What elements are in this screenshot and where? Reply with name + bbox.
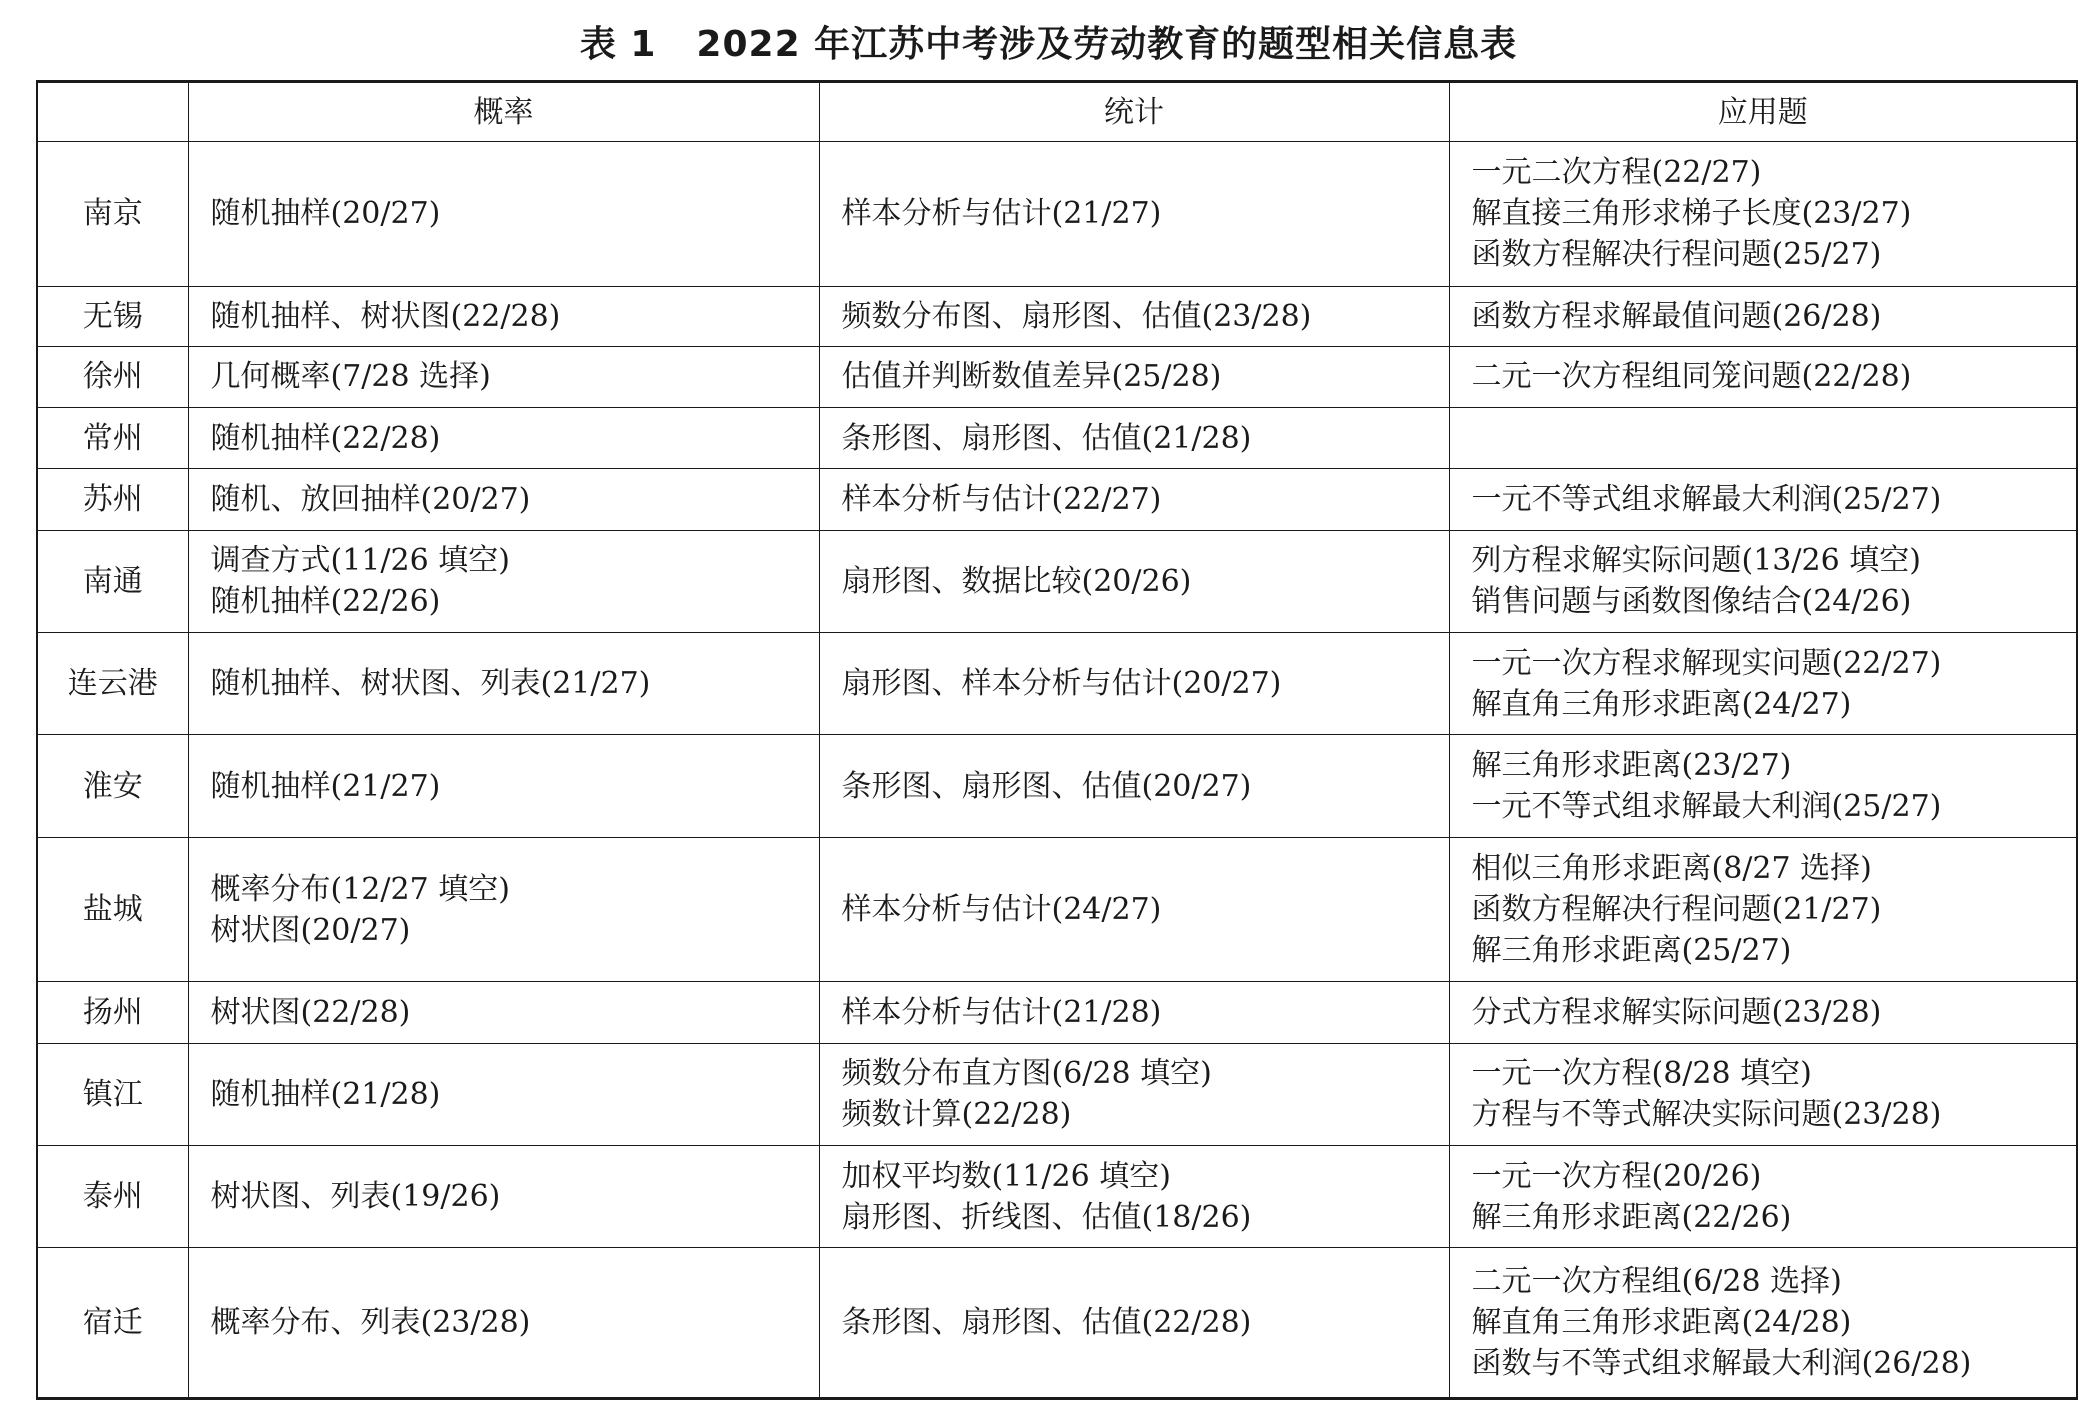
statistics-cell xyxy=(819,530,1449,632)
applied-problems-cell xyxy=(1449,1043,2077,1145)
city-cell: 泰州 xyxy=(37,1145,188,1247)
question-item: 销售问题与函数图像结合(24/26) xyxy=(1471,584,1912,620)
probability-cell xyxy=(188,286,819,346)
question-item: 树状图、列表(19/26) xyxy=(210,1179,501,1215)
question-item: 条形图、扇形图、估值(20/27) xyxy=(841,768,1252,804)
city-cell: 镇江 xyxy=(37,1043,188,1145)
table-row xyxy=(37,982,2077,1043)
question-item: 树状图(22/28) xyxy=(210,994,411,1030)
question-item: 随机抽样、树状图、列表(21/27) xyxy=(210,666,651,702)
table-row xyxy=(37,142,2077,287)
city-cell: 扬州 xyxy=(37,982,188,1043)
question-item: 一元一次方程(20/26) xyxy=(1471,1158,1762,1194)
statistics-cell xyxy=(819,142,1449,287)
table-row xyxy=(37,286,2077,346)
header-city xyxy=(37,82,188,142)
table-row xyxy=(37,530,2077,632)
header-probability: 概率 xyxy=(188,82,819,142)
question-item: 随机、放回抽样(20/27) xyxy=(210,481,531,517)
city-cell: 宿迁 xyxy=(37,1248,188,1399)
question-item: 随机抽样、树状图(22/28) xyxy=(210,298,561,334)
table-number: 表 1 xyxy=(579,24,657,65)
applied-problems-cell xyxy=(1449,735,2077,837)
header-applied-problems: 应用题 xyxy=(1449,82,2077,142)
question-item: 一元一次方程(8/28 填空) xyxy=(1471,1056,1812,1092)
statistics-cell xyxy=(819,346,1449,407)
question-item: 扇形图、数据比较(20/26) xyxy=(841,563,1192,599)
probability-cell xyxy=(188,1248,819,1399)
question-item: 解直接三角形求梯子长度(23/27) xyxy=(1471,196,1912,232)
question-item: 频数分布直方图(6/28 填空) xyxy=(841,1056,1212,1092)
applied-problems-cell xyxy=(1449,837,2077,982)
applied-problems-cell xyxy=(1449,408,2077,469)
table-row xyxy=(37,632,2077,734)
question-item: 解三角形求距离(23/27) xyxy=(1471,748,1792,784)
question-item: 解直角三角形求距离(24/27) xyxy=(1471,686,1852,722)
applied-problems-cell xyxy=(1449,1145,2077,1247)
question-item: 一元二次方程(22/27) xyxy=(1471,155,1762,191)
city-cell: 盐城 xyxy=(37,837,188,982)
probability-cell xyxy=(188,346,819,407)
question-item: 样本分析与估计(22/27) xyxy=(841,481,1162,517)
table-body xyxy=(37,142,2077,1399)
question-item: 列方程求解实际问题(13/26 填空) xyxy=(1471,543,1921,579)
question-item: 一元一次方程求解现实问题(22/27) xyxy=(1471,645,1942,681)
question-item: 加权平均数(11/26 填空) xyxy=(841,1158,1171,1194)
table-row xyxy=(37,837,2077,982)
question-item: 几何概率(7/28 选择) xyxy=(210,359,491,395)
applied-problems-cell xyxy=(1449,346,2077,407)
city-cell: 徐州 xyxy=(37,346,188,407)
question-item: 相似三角形求距离(8/27 选择) xyxy=(1471,851,1872,886)
applied-problems-cell xyxy=(1449,632,2077,734)
question-item: 频数计算(22/28) xyxy=(841,1097,1072,1133)
table-row xyxy=(37,1145,2077,1247)
question-item: 随机抽样(21/28) xyxy=(210,1076,441,1112)
question-item: 解三角形求距离(22/26) xyxy=(1471,1199,1792,1235)
statistics-cell xyxy=(819,286,1449,346)
probability-cell xyxy=(188,530,819,632)
question-item: 函数与不等式组求解最大利润(26/28) xyxy=(1471,1346,1972,1382)
question-item: 样本分析与估计(21/27) xyxy=(841,196,1162,232)
probability-cell xyxy=(188,735,819,837)
probability-cell xyxy=(188,408,819,469)
statistics-cell xyxy=(819,1043,1449,1145)
question-item: 条形图、扇形图、估值(22/28) xyxy=(841,1305,1252,1341)
question-item: 随机抽样(20/27) xyxy=(210,196,441,232)
header-row xyxy=(37,82,2077,142)
question-item: 条形图、扇形图、估值(21/28) xyxy=(841,420,1252,456)
probability-cell xyxy=(188,632,819,734)
statistics-cell xyxy=(819,837,1449,982)
question-item: 调查方式(11/26 填空) xyxy=(210,543,510,579)
question-item: 样本分析与估计(24/27) xyxy=(841,892,1162,927)
question-item: 分式方程求解实际问题(23/28) xyxy=(1471,994,1882,1030)
table-row xyxy=(37,469,2077,530)
statistics-cell xyxy=(819,982,1449,1043)
city-cell: 南通 xyxy=(37,530,188,632)
applied-problems-cell xyxy=(1449,142,2077,287)
probability-cell xyxy=(188,982,819,1043)
probability-cell xyxy=(188,469,819,530)
question-item: 树状图(20/27) xyxy=(210,912,411,948)
city-cell: 常州 xyxy=(37,408,188,469)
question-item: 随机抽样(21/27) xyxy=(210,768,441,804)
question-item: 二元一次方程组(6/28 选择) xyxy=(1471,1264,1842,1300)
question-item: 一元不等式组求解最大利润(25/27) xyxy=(1471,481,1942,517)
probability-cell xyxy=(188,1043,819,1145)
city-cell: 连云港 xyxy=(37,632,188,734)
question-item: 解三角形求距离(25/27) xyxy=(1471,933,1792,968)
statistics-cell xyxy=(819,408,1449,469)
statistics-cell xyxy=(819,735,1449,837)
question-item: 解直角三角形求距离(24/28) xyxy=(1471,1305,1852,1341)
exam-question-table xyxy=(36,80,2078,1400)
city-cell: 淮安 xyxy=(37,735,188,837)
question-item: 频数分布图、扇形图、估值(23/28) xyxy=(841,298,1312,334)
table-row xyxy=(37,408,2077,469)
probability-cell xyxy=(188,142,819,287)
question-item: 一元不等式组求解最大利润(25/27) xyxy=(1471,789,1942,825)
table-row xyxy=(37,1248,2077,1399)
question-item: 随机抽样(22/28) xyxy=(210,420,441,456)
applied-problems-cell xyxy=(1449,1248,2077,1399)
statistics-cell xyxy=(819,632,1449,734)
city-cell: 无锡 xyxy=(37,286,188,346)
applied-problems-cell xyxy=(1449,982,2077,1043)
probability-cell xyxy=(188,837,819,982)
question-item: 扇形图、样本分析与估计(20/27) xyxy=(841,666,1282,702)
statistics-cell xyxy=(819,1248,1449,1399)
applied-problems-cell xyxy=(1449,469,2077,530)
question-item: 样本分析与估计(21/28) xyxy=(841,994,1162,1030)
statistics-cell xyxy=(819,1145,1449,1247)
applied-problems-cell xyxy=(1449,530,2077,632)
question-item: 函数方程求解最值问题(26/28) xyxy=(1471,298,1882,334)
question-item: 概率分布(12/27 填空) xyxy=(210,871,510,907)
applied-problems-cell xyxy=(1449,286,2077,346)
question-item: 概率分布、列表(23/28) xyxy=(210,1305,531,1341)
table-row xyxy=(37,346,2077,407)
city-cell: 苏州 xyxy=(37,469,188,530)
question-item: 函数方程解决行程问题(25/27) xyxy=(1471,237,1882,273)
statistics-cell xyxy=(819,469,1449,530)
table-title: 2022 年江苏中考涉及劳动教育的题型相关信息表 xyxy=(696,24,1518,65)
table-caption xyxy=(0,14,2097,76)
question-item: 扇形图、折线图、估值(18/26) xyxy=(841,1199,1252,1235)
question-item: 二元一次方程组同笼问题(22/28) xyxy=(1471,359,1912,395)
header-statistics: 统计 xyxy=(819,82,1449,142)
question-item: 函数方程解决行程问题(21/27) xyxy=(1471,892,1882,927)
question-item: 估值并判断数值差异(25/28) xyxy=(841,359,1222,395)
probability-cell xyxy=(188,1145,819,1247)
table-row xyxy=(37,1043,2077,1145)
question-item: 方程与不等式解决实际问题(23/28) xyxy=(1471,1097,1942,1133)
question-item: 随机抽样(22/26) xyxy=(210,584,441,620)
table-row xyxy=(37,735,2077,837)
city-cell: 南京 xyxy=(37,142,188,287)
